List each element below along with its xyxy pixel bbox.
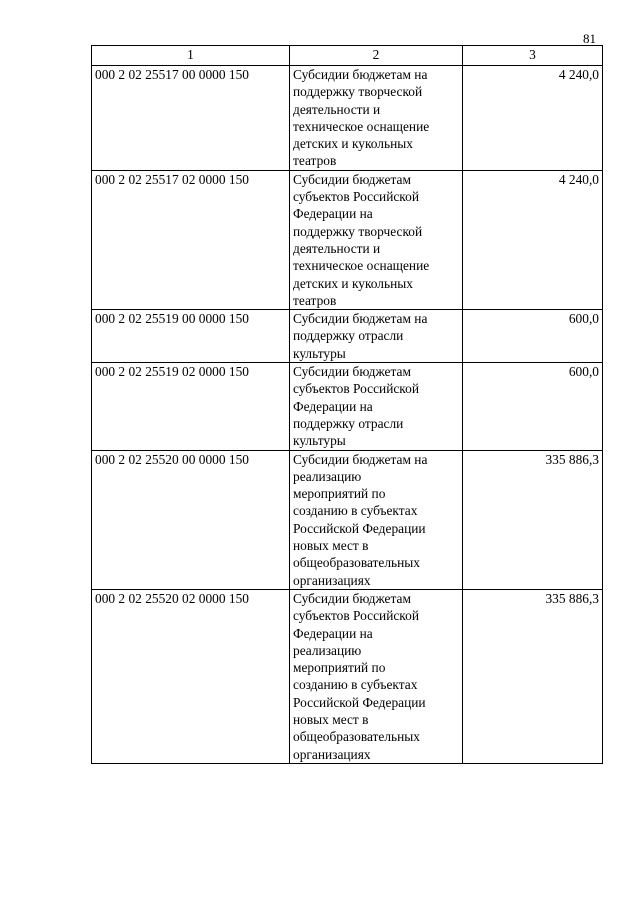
table-row (92, 363, 603, 450)
amount: 600,0 (463, 363, 603, 450)
revenue-name: Субсидии бюджетам субъектов Российской Федерации на поддержку отрасли культуры (290, 363, 463, 450)
table-row (92, 66, 603, 171)
table-row (92, 450, 603, 589)
revenue-name: Субсидии бюджетам на поддержку творческой деятельности и техническое оснащение детских и кукольных театров (290, 66, 463, 171)
amount: 335 886,3 (463, 589, 603, 763)
page-number: 81 (583, 31, 596, 46)
classification-code: 000 2 02 25520 02 0000 150 (92, 589, 290, 763)
amount: 4 240,0 (463, 66, 603, 171)
table-row (92, 589, 603, 763)
amount: 4 240,0 (463, 170, 603, 309)
revenue-name: Субсидии бюджетам на поддержку отрасли культуры (290, 310, 463, 363)
revenue-name: Субсидии бюджетам субъектов Российской Федерации на поддержку творческой деятельности и техническое оснащение детских и кукольных театров (290, 170, 463, 309)
classification-code: 000 2 02 25519 02 0000 150 (92, 363, 290, 450)
classification-code: 000 2 02 25519 00 0000 150 (92, 310, 290, 363)
budget-revenue-table (91, 45, 603, 764)
amount: 600,0 (463, 310, 603, 363)
column-header-2: 2 (290, 46, 463, 66)
table-row (92, 170, 603, 309)
classification-code: 000 2 02 25517 00 0000 150 (92, 66, 290, 171)
column-header-1: 1 (92, 46, 290, 66)
revenue-name: Субсидии бюджетам на реализацию мероприятий по созданию в субъектах Российской Федерации новых мест в общеобразовательных организациях (290, 450, 463, 589)
classification-code: 000 2 02 25520 00 0000 150 (92, 450, 290, 589)
table-header-row (92, 46, 603, 66)
amount: 335 886,3 (463, 450, 603, 589)
classification-code: 000 2 02 25517 02 0000 150 (92, 170, 290, 309)
table-row (92, 310, 603, 363)
revenue-name: Субсидии бюджетам субъектов Российской Федерации на реализацию мероприятий по созданию в субъектах Российской Федерации новых мест в общеобразовательных организациях (290, 589, 463, 763)
column-header-3: 3 (463, 46, 603, 66)
